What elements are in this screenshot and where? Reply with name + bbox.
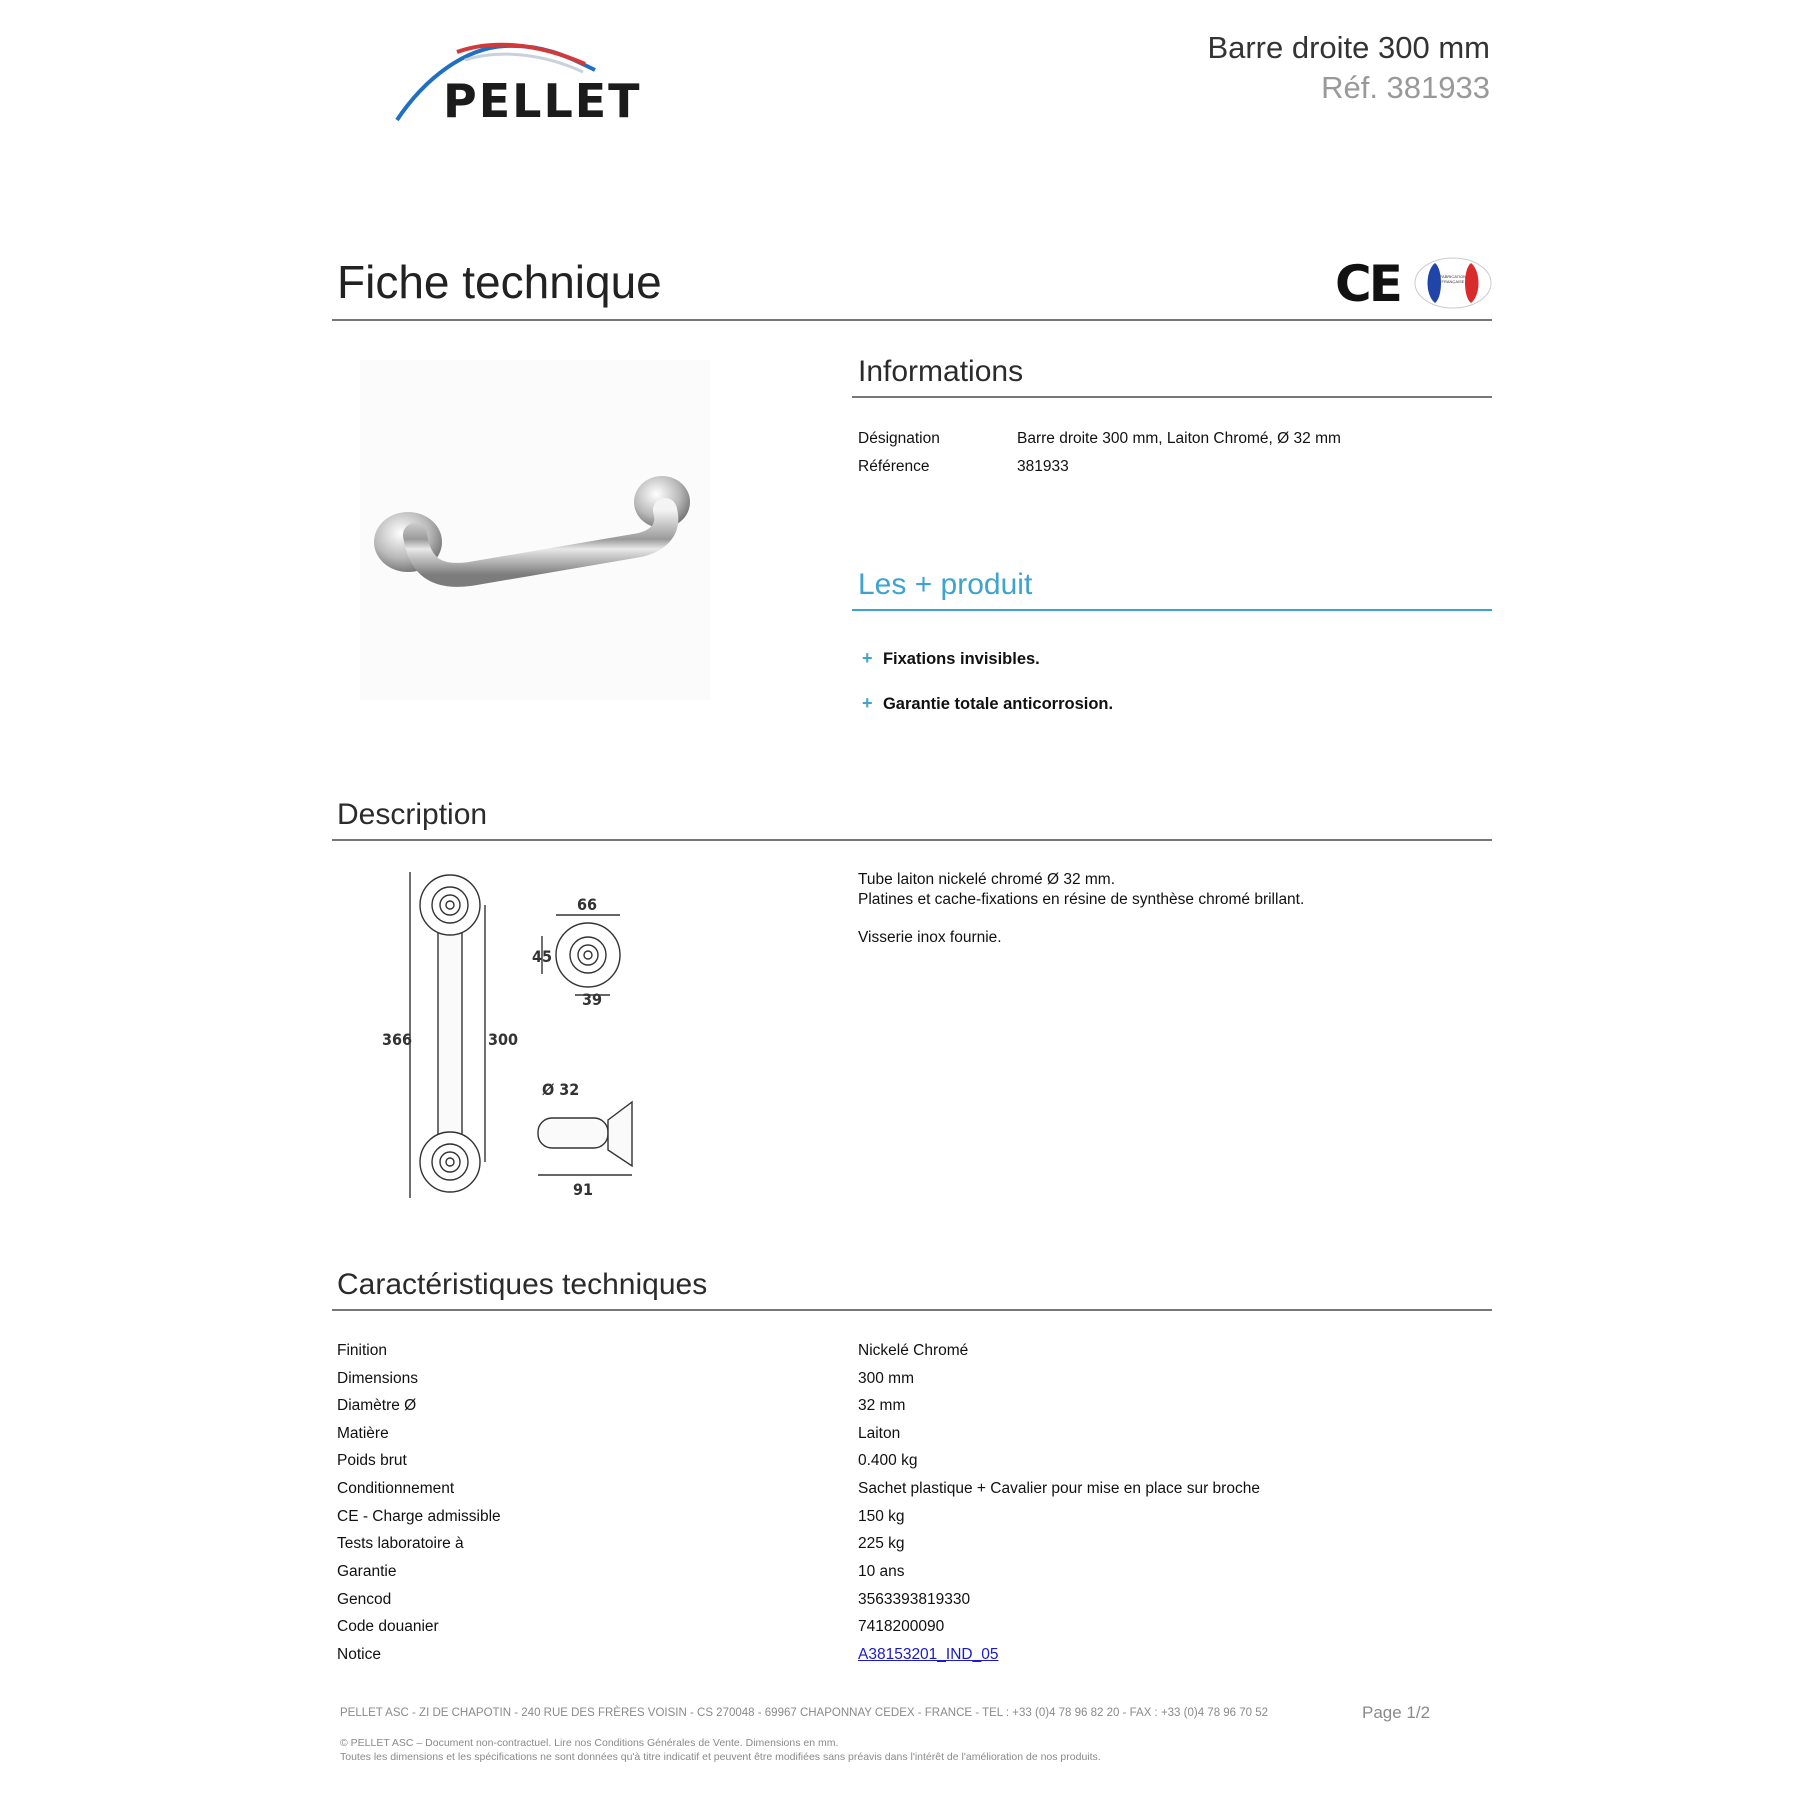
table-row [337,1563,1487,1591]
plus-icon: + [862,693,873,713]
table-row [337,1591,1487,1619]
info-value-designation: Barre droite 300 mm, Laiton Chromé, Ø 32 mm [1017,430,1341,447]
description-line: Platines et cache-fixations en résine de synthèse chromé brillant. [858,891,1305,908]
info-label-reference: Référence [858,458,930,475]
row-value: Laiton [858,1425,901,1442]
row-label: Code douanier [337,1618,439,1635]
product-image [360,360,710,700]
title-divider [332,319,1492,321]
row-value: 0.400 kg [858,1452,918,1469]
dim-plate-width: 66 [577,895,598,914]
table-row [337,1397,1487,1425]
plus-produit-item [862,693,1113,714]
table-row [337,1646,1487,1674]
dim-plate-height: 45 [532,947,553,966]
pellet-logo [395,38,645,128]
description-line: Tube laiton nickelé chromé Ø 32 mm. [858,871,1116,888]
row-label: Finition [337,1342,387,1359]
row-label: Notice [337,1646,381,1663]
table-row [337,1535,1487,1563]
description-line: Visserie inox fournie. [858,929,1002,946]
plus-produit-item [862,648,1040,669]
row-label: Poids brut [337,1452,407,1469]
row-label: CE - Charge admissible [337,1508,501,1525]
caracteristiques-heading: Caractéristiques techniques [337,1268,708,1301]
table-row [337,1480,1487,1508]
logo-text: PELLET [443,74,642,128]
plus-produit-heading: Les + produit [858,568,1033,601]
caracteristiques-divider [332,1309,1492,1311]
info-label-designation: Désignation [858,430,940,447]
row-value: Nickelé Chromé [858,1342,969,1359]
row-value: Sachet plastique + Cavalier pour mise en place sur broche [858,1480,1260,1497]
row-label: Garantie [337,1563,397,1580]
ce-mark-icon: CE [1335,255,1400,313]
footer-address: PELLET ASC - ZI DE CHAPOTIN - 240 RUE DES FRÈRES VOISIN - CS 270048 - 69967 CHAPONNAY CEDEX - FRANCE - TEL : +33 (0)4 78 96 82 20 - FAX : +33 (0)4 78 96 70 52 [340,1707,1269,1719]
row-value: 7418200090 [858,1618,945,1635]
table-row [337,1370,1487,1398]
dim-total-length: 366 [382,1030,413,1049]
plus-produit-divider [852,609,1492,611]
dim-length: 300 [488,1030,519,1049]
technical-drawing [370,870,670,1210]
dim-depth: 91 [573,1180,594,1199]
table-row [337,1618,1487,1646]
description-heading: Description [337,798,488,831]
row-label: Matière [337,1425,389,1442]
product-title: Barre droite 300 mm [1207,30,1490,65]
table-row [337,1508,1487,1536]
row-label: Diamètre Ø [337,1397,417,1414]
footer-copyright: © PELLET ASC – Document non-contractuel. Lire nos Conditions Générales de Vente. Dimensions en mm. [340,1737,839,1749]
plus-icon: + [862,648,873,668]
row-value: 225 kg [858,1535,905,1552]
page-number: Page 1/2 [1362,1703,1431,1722]
table-row [337,1342,1487,1370]
row-value: 150 kg [858,1508,905,1525]
row-label: Tests laboratoire à [337,1535,464,1552]
footer-disclaimer: Toutes les dimensions et les spécifications ne sont données qu'à titre indicatif et peuvent être modifiées sans préavis dans l'intérêt de l'amélioration de nos produits. [340,1751,1101,1763]
description-divider [332,839,1492,841]
row-value: 32 mm [858,1397,906,1414]
row-label: Conditionnement [337,1480,455,1497]
row-value: 300 mm [858,1370,914,1387]
dim-hole-spacing: 39 [582,990,603,1009]
plus-produit-text: Garantie totale anticorrosion. [882,695,1114,713]
table-row [337,1452,1487,1480]
description-text [858,870,1304,948]
notice-link[interactable]: A38153201_IND_05 [858,1646,999,1663]
info-value-reference: 381933 [1017,458,1069,475]
informations-heading: Informations [858,355,1024,388]
product-reference: Réf. 381933 [1321,70,1490,105]
table-row [337,1425,1487,1453]
informations-divider [852,396,1492,398]
row-label: Dimensions [337,1370,418,1387]
certification-badges [1335,255,1495,313]
plus-produit-text: Fixations invisibles. [882,650,1040,668]
row-value: 10 ans [858,1563,905,1580]
page-title: Fiche technique [337,256,662,308]
flag-caption: FABRICATION FRANÇAISE [1439,274,1467,284]
dim-diameter: Ø 32 [542,1080,580,1099]
row-label: Gencod [337,1591,392,1608]
row-value: 3563393819330 [858,1591,971,1608]
